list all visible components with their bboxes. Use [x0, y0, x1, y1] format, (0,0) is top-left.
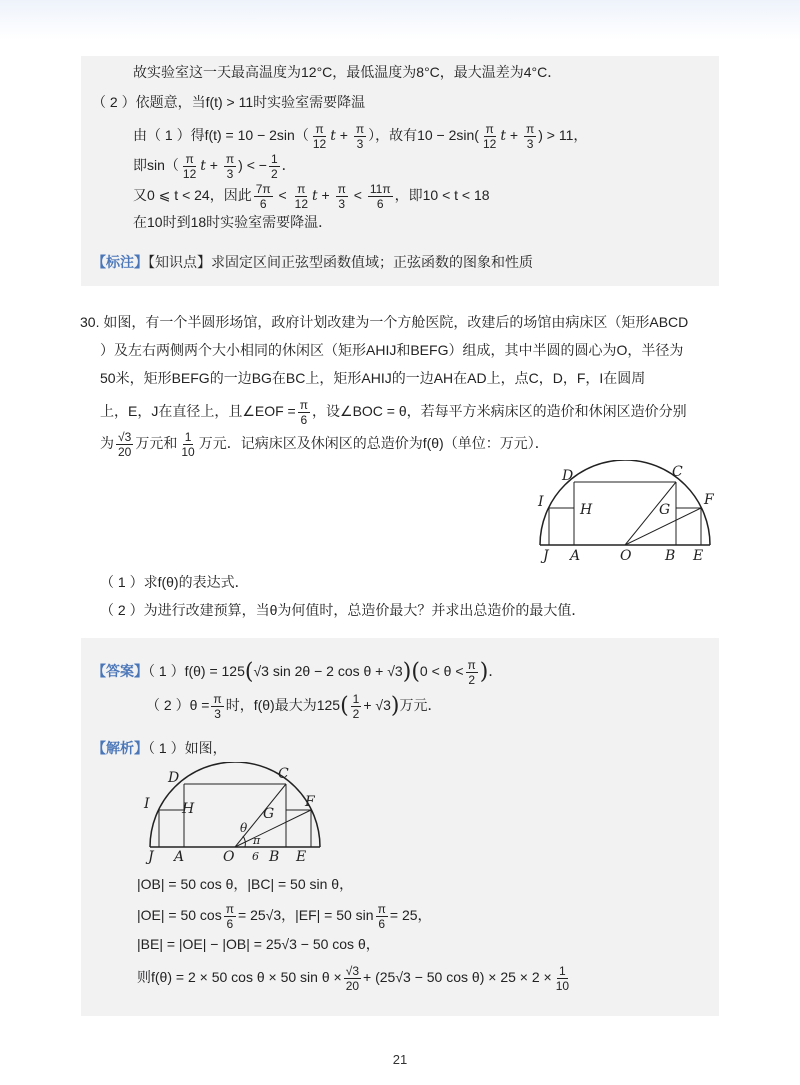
angle-six-label: 6 — [252, 850, 259, 863]
question-1: （ 1 ）求f(θ)的表达式． — [100, 574, 249, 590]
conclusion-line: 故实验室这一天最高温度为12°C，最低温度为8°C，最大温差为4°C． — [133, 64, 562, 80]
label-I: I — [144, 796, 150, 812]
note-line: 【标注】【知识点】求固定区间正弦型函数值域；正弦函数的图象和性质 — [92, 254, 533, 270]
problem-line-4: 上，E，J在直径上，且∠EOF = $\frac{\pi}{6}$ ，设∠BOC = θ，若每平方米病床区的造价和休闲区造价分别 — [100, 398, 687, 427]
label-O: O — [223, 849, 235, 865]
page-number: 21 — [392, 1052, 408, 1067]
label-I: I — [538, 494, 544, 510]
label-G: G — [263, 806, 275, 822]
label-J: J — [543, 548, 549, 564]
answer-line-2: （ 2 ）θ = $\frac{\pi}{3}$ 时，f(θ)最大为125( $\frac{1}{2}$ + √3)万元． — [146, 692, 442, 721]
problem-line-5: 为 $\frac{√3}{20}$ 万元和 $\frac{1}{10}$ 万元．记病床区及休闲区的总造价为f(θ)（单位：万元）． — [100, 430, 549, 459]
label-A: A — [570, 548, 581, 564]
part2-heading: （ 2 ）依题意，当f(t) > 11时实验室需要降温 — [92, 94, 366, 110]
problem-line-2: ）及左右两侧两个大小相同的休闲区（矩形AHIJ和BEFG）组成，其中半圆的圆心为O，半径为 — [100, 342, 684, 358]
angle-theta-label: θ — [240, 821, 248, 835]
semicircle-figure — [530, 460, 730, 566]
answer-line-1: 【答案】（ 1 ）f(θ) = 125(√3 sin 2θ − 2 cos θ + √3)(0 < θ < $\frac{\pi}{2}$ )． — [92, 658, 503, 687]
label-A: A — [174, 849, 185, 865]
label-H: H — [580, 502, 593, 518]
label-O: O — [620, 548, 632, 564]
step3-line: 又0 ⩽ t < 24，因此 $\frac{7\pi}{6}$ < $\frac{\pi}{12}$ t + $\frac{\pi}{3}$ < $\frac{11\pi}{6}$ ，即10 < t < 18 — [133, 182, 490, 211]
equation-2: |OE| = 50 cos $\frac{\pi}{6}$ = 25√3，|EF| = 50 sin $\frac{\pi}{6}$ = 25， — [137, 902, 432, 931]
solution-tag: 【解析】 — [92, 740, 148, 756]
label-E: E — [296, 849, 307, 865]
problem-number: 30. — [80, 314, 100, 330]
label-D: D — [168, 770, 180, 786]
label-G: G — [659, 502, 671, 518]
question-2: （ 2 ）为进行改建预算，当θ为何值时，总造价最大？并求出总造价的最大值． — [100, 602, 586, 618]
label-B: B — [269, 849, 280, 865]
label-J: J — [148, 849, 154, 865]
semicircle-figure-angles — [140, 762, 340, 868]
step2-line: 即sin（ $\frac{\pi}{12}$ t + $\frac{\pi}{3}$ ) < − $\frac{1}{2}$ ． — [133, 152, 296, 181]
step4-line: 在10时到18时实验室需要降温． — [133, 214, 333, 230]
equation-1: |OB| = 50 cos θ，|BC| = 50 sin θ， — [137, 876, 354, 892]
label-D: D — [562, 468, 574, 484]
equation-3: |BE| = |OE| − |OB| = 25√3 − 50 cos θ， — [137, 936, 380, 952]
label-H: H — [182, 801, 195, 817]
solution-line: 【解析】（ 1 ）如图， — [92, 740, 227, 756]
label-B: B — [665, 548, 676, 564]
equation-4: 则f(θ) = 2 × 50 cos θ × 50 sin θ × $\frac{√3}{20}$ + (25√3 − 50 cos θ) × 25 × 2 × $\frac{1}{10}$ — [137, 964, 570, 993]
problem-line-1: 30. 如图，有一个半圆形场馆，政府计划改建为一个方舱医院，改建后的场馆由病床区（矩形ABCD — [80, 314, 689, 330]
label-E: E — [693, 548, 704, 564]
label-F: F — [704, 492, 714, 508]
label-C: C — [278, 766, 289, 782]
note-tag: 【标注】 — [92, 254, 148, 270]
answer-tag: 【答案】 — [92, 663, 148, 680]
problem-line-3: 50米，矩形BEFG的一边BG在BC上，矩形AHIJ的一边AH在AD上，点C，D，F，I在圆周 — [100, 370, 646, 386]
angle-pi-label: π — [253, 834, 261, 847]
step1-line: 由（ 1 ）得f(t) = 10 − 2sin（ $\frac{\pi}{12}$ t + $\frac{\pi}{3}$ ），故有10 − 2sin( $\frac{\pi}{12}$ t + $\frac{\pi}{3}$ ) > 11， — [133, 122, 588, 151]
label-F: F — [305, 794, 315, 810]
label-C: C — [672, 464, 683, 480]
